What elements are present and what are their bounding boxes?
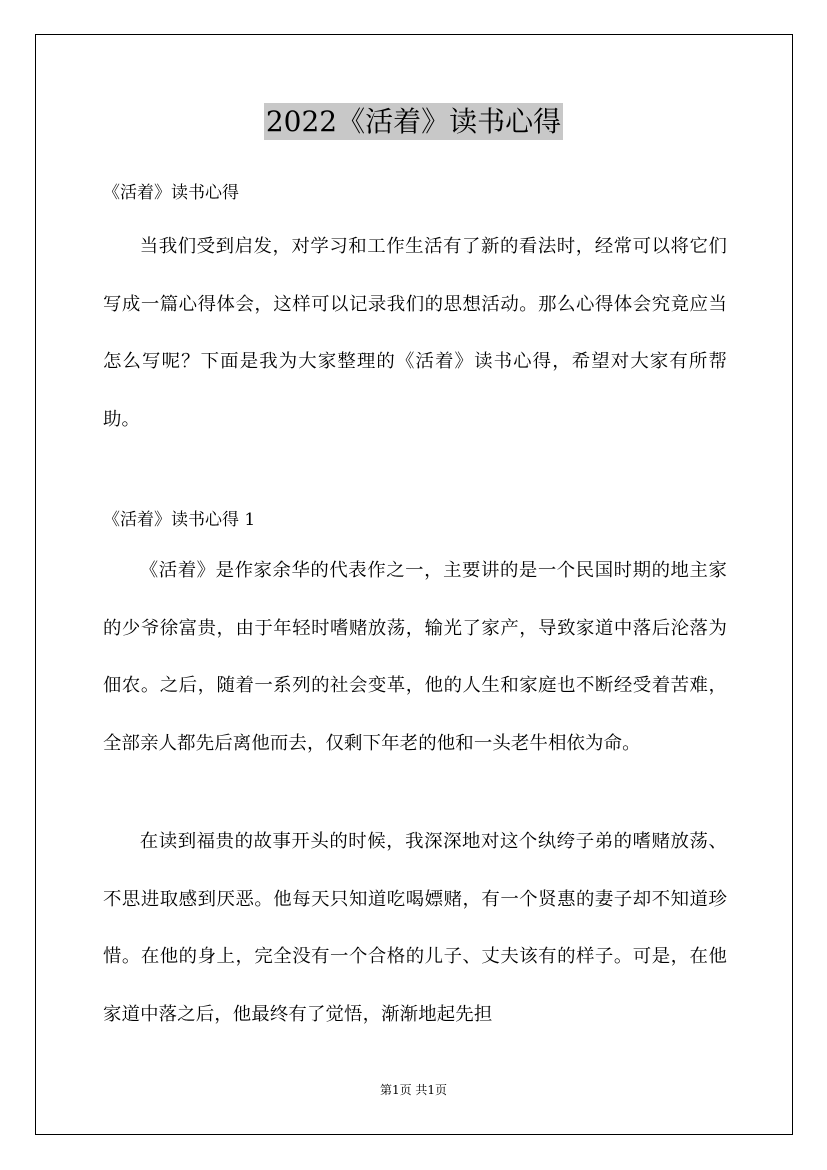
body-paragraph-1: 《活着》是作家余华的代表作之一，主要讲的是一个民国时期的地主家的少爷徐富贵，由于年轻时嗜赌放荡，输光了家产，导致家道中落后沦落为佃农。之后，随着一系列的社会变革，他的人生和家庭也不断经受着苦难，全部亲人都先后离他而去，仅剩下年老的他和一头老牛相依为命。 (103, 560, 727, 754)
body-paragraph-2: 在读到福贵的故事开头的时候，我深深地对这个纨绔子弟的嗜赌放荡、不思进取感到厌恶。他每天只知道吃喝嫖赌，有一个贤惠的妻子却不知道珍惜。在他的身上，完全没有一个合格的儿子、丈夫该有的样子。可是，在他家道中落之后，他最终有了觉悟，渐渐地起先担 (103, 831, 727, 1025)
intro-paragraph: 当我们受到启发，对学习和工作生活有了新的看法时，经常可以将它们写成一篇心得体会，这样可以记录我们的思想活动。那么心得体会究竟应当怎么写呢？下面是我为大家整理的《活着》读书心得，希望对大家有所帮助。 (103, 236, 727, 430)
section-heading-intro: 《活着》读书心得 (103, 183, 239, 203)
document-title-text: 2022《活着》读书心得 (265, 105, 562, 138)
page-footer: 第1页 共1页 (379, 1083, 448, 1097)
document-title (0, 100, 827, 144)
section-heading-1: 《活着》读书心得 1 (103, 510, 256, 530)
